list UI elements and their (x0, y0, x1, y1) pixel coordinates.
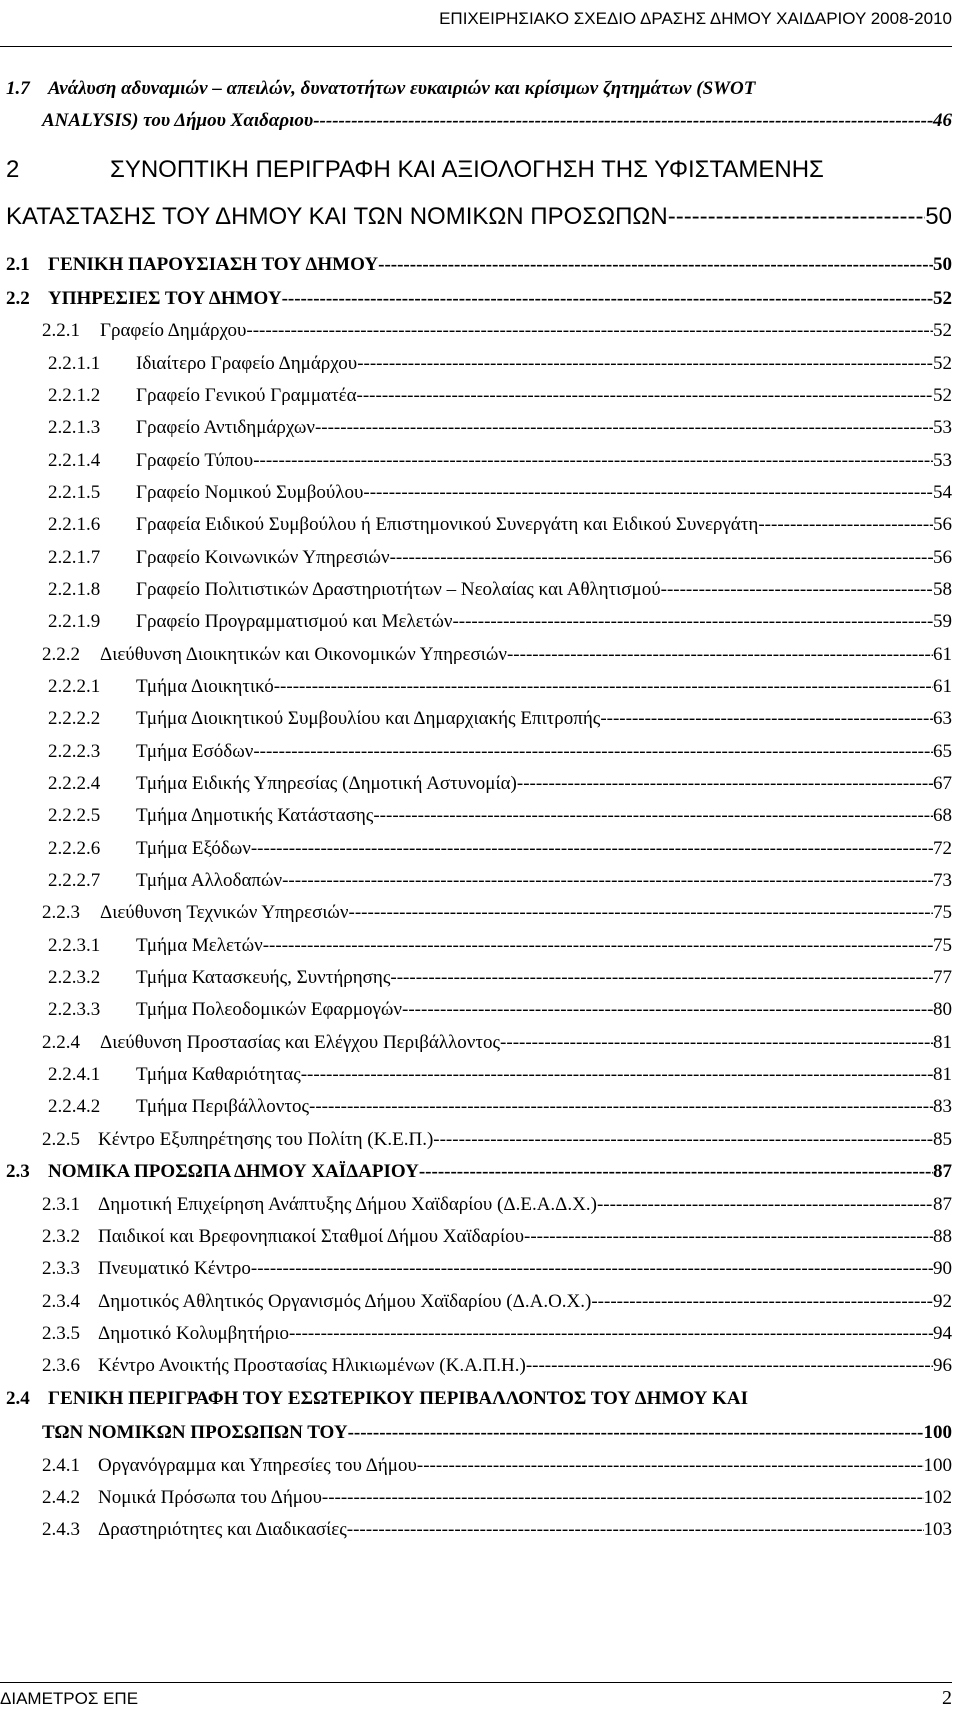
toc-entry-title: Κέντρο Εξυπηρέτησης του Πολίτη (Κ.Ε.Π.) (98, 1129, 434, 1150)
toc-leader-dashes (591, 1291, 933, 1313)
toc-entry-title-continued: ANALYSIS) του Δήμου Χαιδαριου (42, 110, 314, 131)
toc-entry-page: 54 (933, 482, 952, 503)
toc-entry[interactable] (0, 1258, 952, 1280)
toc-entry[interactable] (0, 156, 952, 184)
toc-entry-title: Γραφείο Πολιτιστικών Δραστηριοτήτων – Νεολαίας και Αθλητισμού (136, 579, 661, 600)
toc-entry-page: 75 (933, 935, 952, 956)
toc-entry-number: 2.3 (6, 1161, 30, 1182)
toc-entry-number: 2.4.2 (42, 1487, 80, 1508)
toc-entry-page: 81 (933, 1064, 952, 1085)
toc-entry-number: 2.2.1.7 (48, 547, 101, 568)
document-title: ΕΠΙΧΕΙΡΗΣΙΑΚΟ ΣΧΕΔΙΟ ΔΡΑΣΗΣ ΔΗΜΟΥ ΧΑΙΔΑΡΙΟΥ 2008-2010 (439, 9, 952, 28)
toc-entry-title: Ιδιαίτερο Γραφείο Δημάρχου (136, 353, 358, 374)
toc-entry-page: 50 (925, 203, 952, 230)
toc-entry[interactable] (0, 1161, 952, 1183)
toc-entry[interactable] (0, 1355, 952, 1377)
toc-entry[interactable] (0, 1032, 952, 1054)
toc-entry-number: 2.2.1.2 (48, 385, 101, 406)
toc-entry-title: Τμήμα Διοικητικό (136, 676, 274, 697)
toc-leader-dashes (433, 1129, 933, 1151)
toc-leader-dashes (347, 1519, 924, 1541)
toc-leader-dashes (357, 385, 933, 407)
toc-entry-page: 81 (933, 1032, 952, 1053)
toc-entry[interactable] (0, 1487, 952, 1509)
toc-entry-title: Τμήμα Καθαριότητας (136, 1064, 301, 1085)
toc-entry[interactable] (0, 514, 952, 536)
toc-entry-page: 73 (933, 870, 952, 891)
toc-entry[interactable] (0, 708, 952, 730)
toc-entry-page: 100 (923, 1455, 952, 1476)
toc-leader-dashes (390, 547, 933, 569)
toc-entry-number: 2.2.2.7 (48, 870, 101, 891)
toc-entry-title: Διεύθυνση Τεχνικών Υπηρεσιών (100, 902, 349, 923)
toc-entry-page: 52 (933, 353, 952, 374)
toc-entry-number: 2.4 (6, 1388, 30, 1409)
toc-entry-number: 2.2.4.1 (48, 1064, 101, 1085)
toc-entry[interactable] (0, 320, 952, 342)
toc-entry-page: 77 (933, 967, 952, 988)
toc-entry-page: 50 (933, 254, 952, 275)
toc-entry[interactable] (0, 1226, 952, 1248)
toc-entry-number: 2.3.4 (42, 1291, 80, 1312)
toc-entry-number: 2.1 (6, 254, 30, 275)
toc-entry-number: 2.2 (6, 288, 30, 309)
toc-leader-dashes (253, 450, 933, 472)
toc-entry-page: 94 (933, 1323, 952, 1344)
toc-entry-title: Γραφείο Νομικού Συμβούλου (136, 482, 364, 503)
toc-entry-number: 2.2.1.3 (48, 417, 101, 438)
toc-entry-page: 102 (923, 1487, 952, 1508)
toc-leader-dashes (378, 254, 933, 276)
toc-entry[interactable] (0, 254, 952, 276)
toc-leader-dashes (309, 1096, 933, 1118)
toc-entry-number: 2.2.2.4 (48, 773, 101, 794)
toc-entry-number: 2.2.4.2 (48, 1096, 101, 1117)
toc-entry[interactable] (0, 1323, 952, 1345)
toc-entry-title: Γραφείο Τύπου (136, 450, 254, 471)
toc-entry[interactable] (0, 967, 952, 989)
toc-entry-title: Οργανόγραμμα και Υπηρεσίες του Δήμου (98, 1455, 417, 1476)
toc-entry-number: 2.2.3.3 (48, 999, 101, 1020)
toc-entry-title: ΓΕΝΙΚΗ ΠΑΡΟΥΣΙΑΣΗ ΤΟΥ ΔΗΜΟΥ (48, 254, 379, 275)
toc-leader-dashes (348, 1422, 924, 1444)
toc-entry-number: 2.3.5 (42, 1323, 80, 1344)
toc-leader-dashes (597, 1194, 933, 1216)
toc-entry-title: Δημοτικό Κολυμβητήριο (98, 1323, 289, 1344)
toc-entry-page: 61 (933, 644, 952, 665)
toc-entry-page: 85 (933, 1129, 952, 1150)
toc-entry[interactable] (0, 838, 952, 860)
toc-leader-dashes (322, 1487, 924, 1509)
toc-entry[interactable] (0, 353, 952, 375)
toc-entry-page: 92 (933, 1291, 952, 1312)
toc-entry-number: 2.2.1.5 (48, 482, 101, 503)
toc-entry-number: 2.2.1.6 (48, 514, 101, 535)
toc-entry[interactable] (0, 1194, 952, 1216)
toc-entry-title: Δημοτικός Αθλητικός Οργανισμός Δήμου Χαϊδαρίου (Δ.Α.Ο.Χ.) (98, 1291, 592, 1312)
toc-leader-dashes (289, 1323, 933, 1345)
toc-entry-title: Γραφείο Προγραμματισμού και Μελετών (136, 611, 453, 632)
toc-entry-number: 2.2.1.9 (48, 611, 101, 632)
toc-entry-number: 2.2.2.2 (48, 708, 101, 729)
toc-entry-page: 52 (933, 320, 952, 341)
toc-entry-title: Τμήμα Περιβάλλοντος (136, 1096, 310, 1117)
toc-entry[interactable] (0, 902, 952, 924)
toc-entry-page: 65 (933, 741, 952, 762)
toc-leader-dashes (419, 1161, 933, 1183)
toc-entry-title: Τμήμα Μελετών (136, 935, 263, 956)
toc-leader-dashes (251, 838, 933, 860)
toc-entry-continuation[interactable] (0, 110, 952, 132)
toc-entry-number: 2.3.6 (42, 1355, 80, 1376)
toc-leader-dashes (452, 611, 933, 633)
toc-entry[interactable] (0, 999, 952, 1021)
toc-entry-title: ΓΕΝΙΚΗ ΠΕΡΙΓΡΑΦΗ ΤΟΥ ΕΣΩΤΕΡΙΚΟΥ ΠΕΡΙΒΑΛΛΟΝΤΟΣ ΤΟΥ ΔΗΜΟΥ ΚΑΙ (48, 1388, 749, 1409)
toc-entry-page: 83 (933, 1096, 952, 1117)
toc-entry[interactable] (0, 773, 952, 795)
toc-entry[interactable] (0, 579, 952, 601)
toc-entry-title: ΝΟΜΙΚΑ ΠΡΟΣΩΠΑ ΔΗΜΟΥ ΧΑΪΔΑΡΙΟΥ (48, 1161, 419, 1182)
page-footer (0, 1682, 952, 1713)
toc-leader-dashes (313, 110, 933, 132)
toc-entry-title: Κέντρο Ανοικτής Προστασίας Ηλικιωμένων (Κ.Α.Π.Η.) (98, 1355, 526, 1376)
toc-leader-dashes (661, 579, 933, 601)
toc-entry-title: Τμήμα Εσόδων (136, 741, 254, 762)
toc-leader-dashes (524, 1226, 933, 1248)
toc-leader-dashes (402, 999, 933, 1021)
toc-leader-dashes (263, 935, 933, 957)
toc-entry-page: 80 (933, 999, 952, 1020)
toc-entry-number: 2.2.1.8 (48, 579, 101, 600)
toc-entry-title: Τμήμα Εξόδων (136, 838, 251, 859)
toc-entry-number: 2.2.1.1 (48, 353, 101, 374)
toc-entry[interactable] (0, 935, 952, 957)
toc-entry[interactable] (0, 805, 952, 827)
toc-leader-dashes (253, 741, 933, 763)
toc-entry[interactable] (0, 417, 952, 439)
toc-entry-title-continued: ΤΩΝ ΝΟΜΙΚΩΝ ΠΡΟΣΩΠΩΝ ΤΟΥ (42, 1422, 348, 1443)
toc-entry-number: 2.3.2 (42, 1226, 80, 1247)
toc-entry-page: 103 (923, 1519, 952, 1540)
toc-entry-page: 46 (933, 110, 952, 131)
toc-entry-page: 63 (933, 708, 952, 729)
toc-entry-page: 100 (923, 1422, 952, 1443)
toc-entry-title: Νομικά Πρόσωπα του Δήμου (98, 1487, 322, 1508)
toc-entry-page: 87 (933, 1194, 952, 1215)
toc-entry-number: 2.2.3.2 (48, 967, 101, 988)
toc-entry-number: 2.4.1 (42, 1455, 80, 1476)
toc-entry[interactable] (0, 1455, 952, 1477)
toc-leader-dashes (282, 288, 933, 310)
toc-entry-number: 2.3.1 (42, 1194, 80, 1215)
toc-entry-title: Πνευματικό Κέντρο (98, 1258, 251, 1279)
toc-entry-page: 56 (933, 547, 952, 568)
toc-leader-dashes (526, 1355, 933, 1377)
toc-leader-dashes (282, 870, 933, 892)
toc-entry[interactable] (0, 547, 952, 569)
toc-entry-page: 61 (933, 676, 952, 697)
toc-leader-dashes (373, 805, 933, 827)
toc-leader-dashes (390, 967, 933, 989)
toc-entry-title: Γραφείο Αντιδημάρχων (136, 417, 315, 438)
toc-leader-dashes (363, 482, 933, 504)
toc-entry-page: 52 (933, 288, 952, 309)
toc-entry-title: Τμήμα Αλλοδαπών (136, 870, 283, 891)
toc-entry[interactable] (0, 611, 952, 633)
toc-entry[interactable] (0, 1291, 952, 1313)
toc-entry-number: 2.2.2.6 (48, 838, 101, 859)
toc-entry[interactable] (0, 1064, 952, 1086)
toc-entry-page: 90 (933, 1258, 952, 1279)
toc-entry-page: 53 (933, 450, 952, 471)
toc-leader-dashes (758, 514, 933, 536)
toc-entry-number: 2.2.3.1 (48, 935, 101, 956)
toc-leader-dashes (274, 676, 933, 698)
toc-entry-page: 59 (933, 611, 952, 632)
toc-entry-title: Διεύθυνση Προστασίας και Ελέγχου Περιβάλλοντος (100, 1032, 501, 1053)
toc-entry-number: 2.2.2.3 (48, 741, 101, 762)
toc-entry-page: 58 (933, 579, 952, 600)
toc-leader-dashes (417, 1455, 924, 1477)
toc-entry-number: 2.2.3 (42, 902, 80, 923)
toc-entry-page: 72 (933, 838, 952, 859)
toc-entry-number: 2.2.4 (42, 1032, 80, 1053)
footer-page-number: 2 (942, 1687, 952, 1709)
toc-leader-dashes (246, 320, 933, 342)
toc-entry-page: 67 (933, 773, 952, 794)
toc-entry[interactable] (0, 644, 952, 666)
toc-entry-page: 87 (933, 1161, 952, 1182)
page-header (0, 0, 952, 47)
toc-entry-title: Τμήμα Κατασκευής, Συντήρησης (136, 967, 391, 988)
toc-entry-number: 2.2.1.4 (48, 450, 101, 471)
toc-leader-dashes (517, 773, 933, 795)
toc-entry-number: 2.2.1 (42, 320, 80, 341)
toc-leader-dashes (600, 708, 933, 730)
toc-entry[interactable] (0, 1388, 952, 1410)
toc-entry-title: Διεύθυνση Διοικητικών και Οικονομικών Υπηρεσιών (100, 644, 507, 665)
toc-entry-title: Γραφείο Κοινωνικών Υπηρεσιών (136, 547, 390, 568)
toc-entry-title: Τμήμα Διοικητικού Συμβουλίου και Δημαρχιακής Επιτροπής (136, 708, 601, 729)
toc-entry-page: 96 (933, 1355, 952, 1376)
toc-entry-number: 1.7 (6, 78, 30, 99)
toc-entry-title: Δημοτική Επιχείρηση Ανάπτυξης Δήμου Χαϊδαρίου (Δ.Ε.Α.Δ.Χ.) (98, 1194, 597, 1215)
toc-entry-title: ΣΥΝΟΠΤΙΚΗ ΠΕΡΙΓΡΑΦΗ ΚΑΙ ΑΞΙΟΛΟΓΗΣΗ ΤΗΣ ΥΦΙΣΤΑΜΕΝΗΣ (110, 156, 824, 183)
toc-entry-number: 2 (6, 156, 20, 183)
toc-entry[interactable] (0, 1096, 952, 1118)
toc-leader-dashes (500, 1032, 933, 1054)
toc-entry-page: 75 (933, 902, 952, 923)
toc-leader-dashes (507, 644, 933, 666)
toc-entry-title: Δραστηριότητες και Διαδικασίες (98, 1519, 347, 1540)
toc-entry-title: Γραφεία Ειδικού Συμβούλου ή Επιστημονικού Συνεργάτη και Ειδικού Συνεργάτη (136, 514, 759, 535)
toc-entry-page: 53 (933, 417, 952, 438)
toc-entry[interactable] (0, 78, 952, 100)
toc-entry-page: 52 (933, 385, 952, 406)
toc-entry-title: Τμήμα Ειδικής Υπηρεσίας (Δημοτική Αστυνομία) (136, 773, 517, 794)
toc-leader-dashes (315, 417, 933, 439)
toc-entry-title-continued: ΚΑΤΑΣΤΑΣΗΣ ΤΟΥ ΔΗΜΟΥ ΚΑΙ ΤΩΝ ΝΟΜΙΚΩΝ ΠΡΟΣΩΠΩΝ (6, 203, 668, 230)
toc-entry[interactable] (0, 676, 952, 698)
toc-entry[interactable] (0, 1519, 952, 1541)
toc-entry-title: Τμήμα Δημοτικής Κατάστασης (136, 805, 374, 826)
toc-leader-dashes (668, 203, 926, 231)
toc-entry[interactable] (0, 482, 952, 504)
toc-leader-dashes (251, 1258, 933, 1280)
footer-company: ΔΙΑΜΕΤΡΟΣ ΕΠΕ (0, 1689, 139, 1708)
toc-entry-page: 56 (933, 514, 952, 535)
toc-entry-title: Γραφείο Δημάρχου (100, 320, 247, 341)
toc-entry-number: 2.4.3 (42, 1519, 80, 1540)
toc-entry-number: 2.2.2.1 (48, 676, 101, 697)
toc-entry-number: 2.2.2 (42, 644, 80, 665)
toc-entry-continuation[interactable] (0, 203, 952, 231)
toc-entry-number: 2.2.2.5 (48, 805, 101, 826)
toc-entry[interactable] (0, 870, 952, 892)
toc-leader-dashes (349, 902, 933, 924)
toc-entry-title: Τμήμα Πολεοδομικών Εφαρμογών (136, 999, 403, 1020)
toc-entry[interactable] (0, 741, 952, 763)
toc-entry-title: ΥΠΗΡΕΣΙΕΣ ΤΟΥ ΔΗΜΟΥ (48, 288, 282, 309)
toc-entry-number: 2.2.5 (42, 1129, 80, 1150)
toc-entry-title: Παιδικοί και Βρεφονηπιακοί Σταθμοί Δήμου Χαϊδαρίου (98, 1226, 524, 1247)
toc-entry-title: Ανάλυση αδυναμιών – απειλών, δυνατοτήτων ευκαιριών και κρίσιμων ζητημάτων (SWOT (48, 78, 756, 99)
toc-leader-dashes (301, 1064, 933, 1086)
toc-leader-dashes (357, 353, 933, 375)
toc-entry[interactable] (0, 288, 952, 310)
toc-entry[interactable] (0, 1129, 952, 1151)
toc-entry-title: Γραφείο Γενικού Γραμματέα (136, 385, 357, 406)
toc-entry[interactable] (0, 385, 952, 407)
toc-entry-page: 88 (933, 1226, 952, 1247)
toc-entry-page: 68 (933, 805, 952, 826)
toc-entry-continuation[interactable] (0, 1422, 952, 1444)
toc-entry[interactable] (0, 450, 952, 472)
toc-entry-number: 2.3.3 (42, 1258, 80, 1279)
